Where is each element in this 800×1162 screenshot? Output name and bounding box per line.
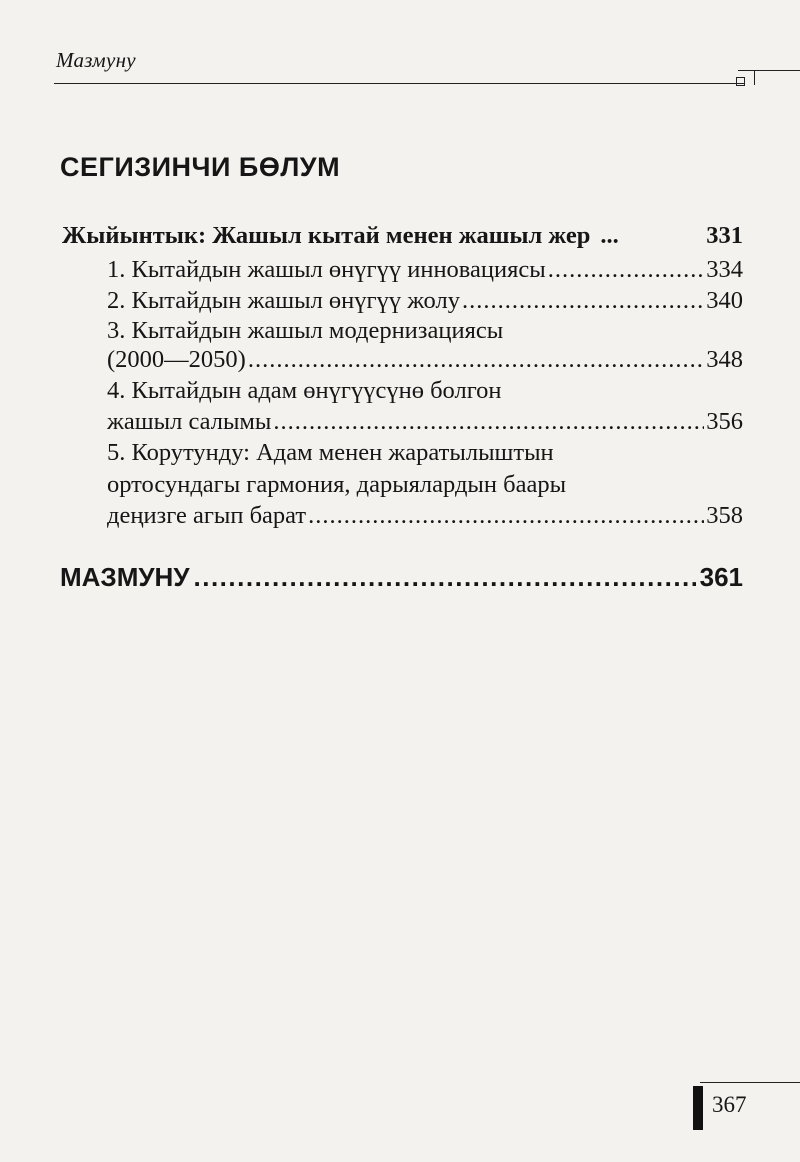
footer-rule bbox=[700, 1082, 800, 1083]
toc-entry-5-line-3 bbox=[107, 500, 743, 532]
toc-contents-leader bbox=[194, 560, 696, 594]
toc-contents-page: 361 bbox=[699, 562, 743, 592]
section-title: СЕГИЗИНЧИ БӨЛУМ bbox=[60, 152, 341, 182]
header-rule bbox=[54, 83, 744, 84]
toc-entry-5-title-cont: ортосундагы гармония, дарыялардын баары bbox=[107, 471, 567, 498]
toc-entry-4-title: 4. Кытайдын адам өнүгүүсүнө болгон bbox=[107, 377, 502, 404]
running-header-title: Мазмуну bbox=[56, 48, 136, 72]
toc-entry-3-title: 3. Кытайдын жашыл модернизациясы bbox=[107, 317, 504, 344]
toc-entry-4-title-cont: жашыл салымы bbox=[107, 408, 272, 435]
toc-contents-title: МАЗМУНУ bbox=[60, 562, 190, 592]
toc-contents-entry bbox=[60, 560, 743, 594]
toc-entry-3-page: 348 bbox=[706, 346, 743, 373]
toc-entry-5-page: 358 bbox=[706, 502, 743, 529]
header-rule-tail bbox=[752, 70, 800, 71]
toc-entry-3-line-1 bbox=[107, 315, 743, 347]
toc-entry-2 bbox=[107, 285, 743, 317]
toc-entry-4-line-1 bbox=[107, 375, 743, 407]
toc-entry-3-line-2 bbox=[107, 344, 743, 376]
toc-entry-5-line-1 bbox=[107, 437, 743, 469]
toc-chapter-page: 331 bbox=[706, 222, 743, 249]
toc-entry-1 bbox=[107, 254, 743, 286]
toc-entry-2-page: 340 bbox=[706, 287, 743, 314]
toc-chapter-title: Жыйынтык: Жашыл кытай менен жашыл жер bbox=[62, 222, 591, 249]
toc-entry-4-leader bbox=[273, 406, 704, 438]
toc-entry-1-page: 334 bbox=[706, 256, 743, 283]
toc-chapter-entry bbox=[62, 220, 743, 252]
toc-entry-2-title: 2. Кытайдын жашыл өнүгүү жолу bbox=[107, 287, 460, 314]
toc-entry-4-page: 356 bbox=[706, 408, 743, 435]
toc-entry-5-leader bbox=[308, 500, 704, 532]
header-ornament bbox=[738, 70, 755, 85]
toc-entry-2-leader bbox=[462, 285, 704, 317]
toc-entry-4-line-2 bbox=[107, 406, 743, 438]
toc-entry-1-title: 1. Кытайдын жашыл өнүгүү инновациясы bbox=[107, 256, 546, 283]
toc-entry-3-title-cont: (2000—2050) bbox=[107, 346, 246, 373]
toc-entry-5-title-cont-2: деңизге агып барат bbox=[107, 502, 307, 529]
toc-entry-3-leader bbox=[248, 344, 704, 376]
toc-entry-5-line-2 bbox=[107, 469, 743, 501]
toc-chapter-leader: ... bbox=[600, 222, 619, 249]
footer-marker bbox=[693, 1086, 703, 1130]
page-number: 367 bbox=[712, 1092, 747, 1117]
toc-entry-1-leader bbox=[548, 254, 704, 286]
toc-entry-5-title: 5. Корутунду: Адам менен жаратылыштын bbox=[107, 439, 554, 466]
